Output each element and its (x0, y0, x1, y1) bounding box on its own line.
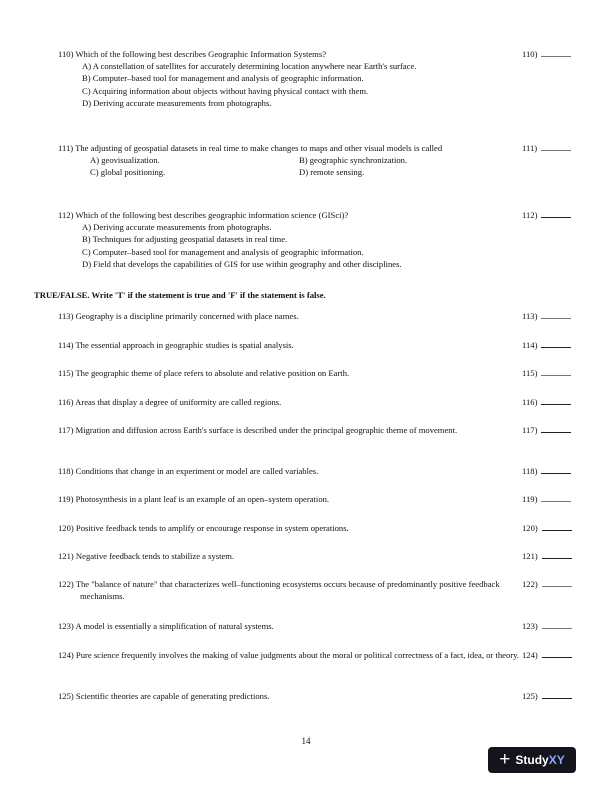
answer-blank-110[interactable]: 110) (522, 48, 578, 60)
question-123: 123) A model is essentially a simplification of natural systems. (58, 621, 274, 631)
question-115: 115) The geographic theme of place refers to absolute and relative position on Earth. (58, 368, 350, 378)
option-a[interactable]: A) Deriving accurate measurements from photographs. (82, 222, 272, 233)
page-number: 14 (301, 736, 311, 746)
answer-blank-115[interactable]: 115) (522, 367, 578, 379)
question-121: 121) Negative feedback tends to stabilize a system. (58, 551, 235, 561)
option-d[interactable]: D) Field that develops the capabilities of GIS for use within geography and other disciplines. (82, 258, 402, 269)
question-124: 124) Pure science frequently involves the making of value judgments about the moral or political correctness of a fact, idea, or theory. (58, 650, 519, 660)
option-b[interactable]: B) geographic synchronization. (299, 155, 408, 166)
option-d[interactable]: D) remote sensing. (299, 167, 365, 178)
question-118: 118) Conditions that change in an experiment or model are called variables. (58, 466, 319, 476)
answer-blank-114[interactable]: 114) (522, 339, 578, 351)
question-stem: 111) The adjusting of geospatial datasets in real time to make changes to maps and other visual models is called (58, 143, 443, 153)
studyxy-logo[interactable] (488, 747, 576, 773)
option-a[interactable]: A) geovisualization. (90, 155, 160, 166)
question-116: 116) Areas that display a degree of uniformity are called regions. (58, 397, 282, 407)
question-117: 117) Migration and diffusion across Earth's surface is described under the principal geographic theme of movement. (58, 425, 458, 435)
question-stem: 110) Which of the following best describes Geographic Information Systems? (58, 49, 327, 59)
answer-blank-119[interactable]: 119) (522, 493, 578, 505)
answer-blank-124[interactable]: 124) (522, 649, 578, 661)
answer-blank-125[interactable]: 125) (522, 690, 578, 702)
answer-blank-117[interactable]: 117) (522, 424, 578, 436)
question-stem: 112) Which of the following best describes geographic information science (GISci)? (58, 210, 349, 220)
answer-blank-116[interactable]: 116) (522, 396, 578, 408)
option-d[interactable]: D) Deriving accurate measurements from photographs. (82, 97, 272, 108)
brand-name: StudyXY (515, 752, 565, 767)
question-122: 122) The "balance of nature" that characterizes well–functioning ecosystems occurs because of predominantly positive feedback mechanisms. (58, 579, 500, 602)
option-c[interactable]: C) global positioning. (90, 167, 166, 178)
question-114: 114) The essential approach in geographic studies is spatial analysis. (58, 340, 294, 350)
option-c[interactable]: C) Acquiring information about objects without having physical contact with them. (82, 85, 369, 96)
option-c[interactable]: C) Computer–based tool for management and analysis of geographic information. (82, 246, 364, 257)
section-heading: TRUE/FALSE. Write 'T' if the statement is true and 'F' if the statement is false. (34, 290, 326, 300)
answer-blank-123[interactable]: 123) (522, 620, 578, 632)
question-120: 120) Positive feedback tends to amplify or encourage response in system operations. (58, 523, 349, 533)
option-b[interactable]: B) Computer–based tool for management and analysis of geographic information. (82, 73, 364, 84)
answer-blank-112[interactable]: 112) (522, 209, 578, 221)
question-110 (58, 48, 508, 109)
plus-icon: + (499, 748, 511, 770)
answer-blank-113[interactable]: 113) (522, 310, 578, 322)
answer-blank-122[interactable]: 122) (522, 578, 578, 590)
answer-blank-121[interactable]: 121) (522, 550, 578, 562)
question-113: 113) Geography is a discipline primarily concerned with place names. (58, 311, 299, 321)
question-125: 125) Scientific theories are capable of generating predictions. (58, 691, 270, 701)
answer-blank-120[interactable]: 120) (522, 522, 578, 534)
option-b[interactable]: B) Techniques for adjusting geospatial datasets in real time. (82, 234, 288, 245)
question-119: 119) Photosynthesis in a plant leaf is an example of an open–system operation. (58, 494, 330, 504)
question-112 (58, 209, 508, 270)
option-a[interactable]: A) A constellation of satellites for accurately determining location anywhere near Earth's surface. (82, 61, 417, 72)
answer-blank-111[interactable]: 111) (522, 142, 578, 154)
question-111 (58, 142, 508, 179)
answer-blank-118[interactable]: 118) (522, 465, 578, 477)
